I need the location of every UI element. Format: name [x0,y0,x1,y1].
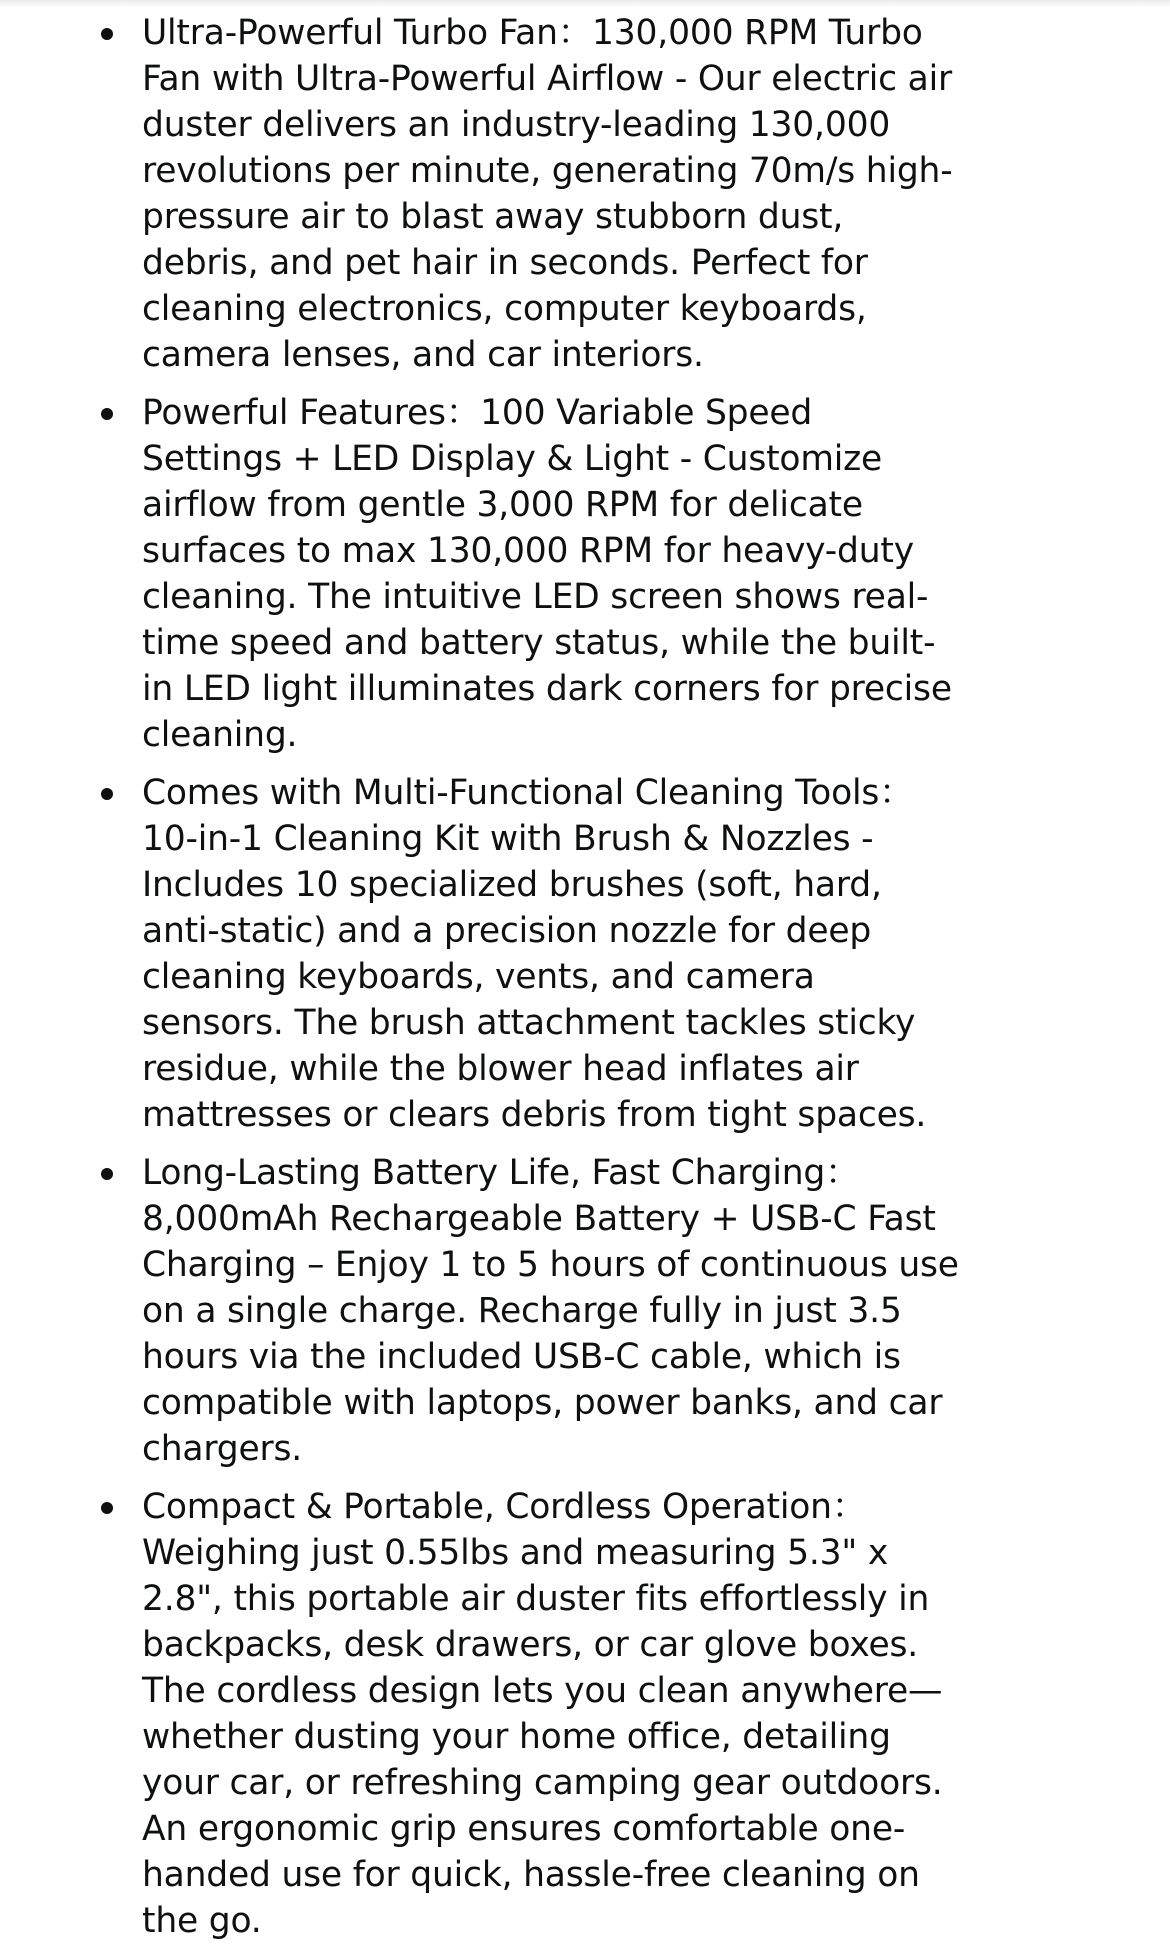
bullet-point-icon [101,1168,113,1180]
feature-bullet-text: Comes with Multi-Functional Cleaning Tools：10-in-1 Cleaning Kit with Brush & Nozzles - Includes 10 specialized brushes (soft, hard, anti-static) and a precision nozzle for deep cleaning keyboards, vents, and camera sensors. The brush attachment tackles sticky residue, while the blower head inflates air mattresses or clears debris from tight spaces. [142,773,927,1135]
feature-bullet-powerful-features [0,390,962,758]
feature-bullet-text: Powerful Features：100 Variable Speed Settings + LED Display & Light - Customize airflow from gentle 3,000 RPM for delicate surfaces to max 130,000 RPM for heavy-duty cleaning. The intuitive LED screen shows real-time speed and battery status, while the built-in LED light illuminates dark corners for precise cleaning. [142,393,952,755]
bullet-point-icon [101,788,113,800]
bullet-point-icon [101,28,113,40]
top-divider-shadow [0,0,1170,8]
bullet-point-icon [101,1502,113,1514]
feature-bullet-cleaning-tools [0,770,962,1138]
feature-bullet-compact-portable [0,1484,962,1944]
feature-bullet-text: Long-Lasting Battery Life, Fast Charging：8,000mAh Rechargeable Battery + USB-C Fast Charging – Enjoy 1 to 5 hours of continuous use on a single charge. Recharge fully in just 3.5 hours via the included USB-C cable, which is compatible with laptops, power banks, and car chargers. [142,1153,959,1469]
feature-bullet-battery-life [0,1150,962,1472]
feature-bullet-list [0,10,1170,1956]
feature-bullet-turbo-fan [0,10,962,378]
feature-bullet-text: Compact & Portable, Cordless Operation：Weighing just 0.55lbs and measuring 5.3" x 2.8", this portable air duster fits effortlessly in backpacks, desk drawers, or car glove boxes. The cordless design lets you clean anywhere—whether dusting your home office, detailing your car, or refreshing camping gear outdoors. An ergonomic grip ensures comfortable one-handed use for quick, hassle-free cleaning on the go. [142,1487,943,1941]
feature-bullet-text: Ultra-Powerful Turbo Fan：130,000 RPM Turbo Fan with Ultra-Powerful Airflow - Our electric air duster delivers an industry-leading 130,000 revolutions per minute, generating 70m/s high-pressure air to blast away stubborn dust, debris, and pet hair in seconds. Perfect for cleaning electronics, computer keyboards, camera lenses, and car interiors. [142,13,953,375]
bullet-point-icon [101,408,113,420]
